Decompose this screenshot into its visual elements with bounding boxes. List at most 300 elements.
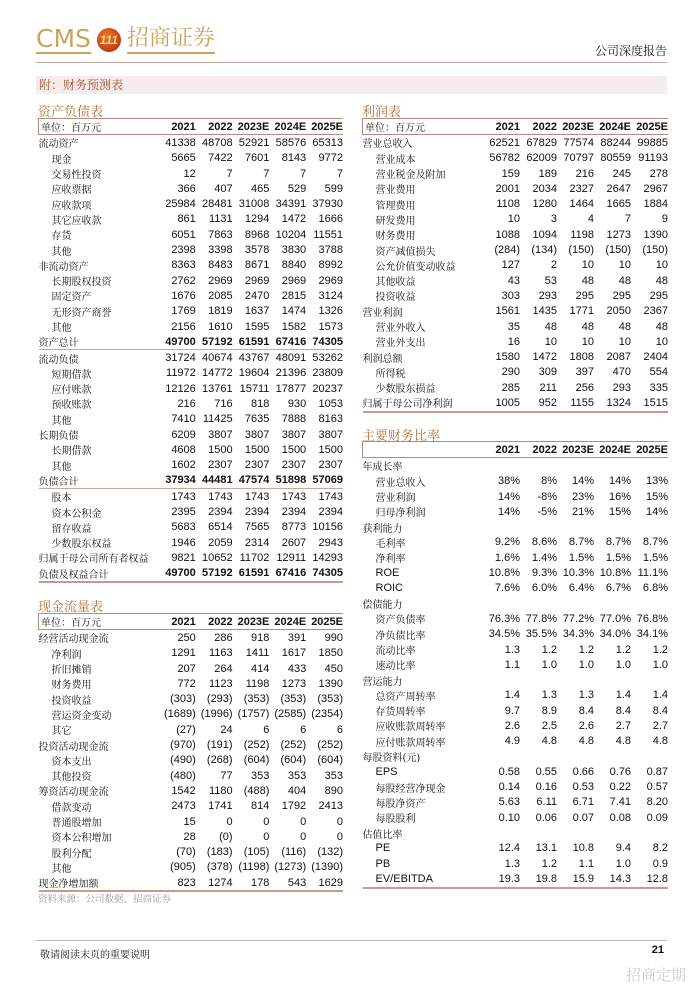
cell-value: 7.41: [609, 796, 631, 809]
cell-value: 9821: [171, 551, 196, 564]
table-row: [39, 350, 344, 366]
cell-value: 1515: [631, 395, 668, 411]
cell-value: 19.3: [483, 871, 520, 887]
cell-value: 3124: [318, 289, 343, 302]
cell-value: 28481: [202, 198, 233, 211]
year-header: 2023E: [557, 119, 594, 135]
cell-value: 6.71: [572, 796, 594, 809]
cell-value: 14%: [608, 475, 631, 488]
cell-value: 7410: [171, 413, 196, 426]
cell-value: 5683: [171, 521, 196, 534]
cell-value: 5.63: [498, 796, 520, 809]
cell-value: 1.2: [541, 857, 557, 870]
cell-value: 11972: [166, 367, 196, 380]
row-label: 归母净利润: [375, 508, 426, 520]
cell-value: 1741: [208, 800, 233, 813]
cell-value: (2585): [274, 708, 307, 721]
table-row: [39, 304, 344, 319]
cell-value: 1.5%: [605, 551, 631, 564]
cell-value: 6.8%: [642, 582, 668, 595]
table-row: [39, 151, 344, 166]
unit-label: 单位：百万元: [363, 119, 484, 135]
cell-value: (183): [206, 846, 233, 859]
row-label: 折旧摊销: [51, 665, 92, 677]
cell-value: 88244: [600, 136, 631, 149]
cell-value: 7601: [244, 152, 270, 165]
cell-value: 10: [655, 335, 668, 348]
cell-value: (150): [568, 244, 594, 257]
cell-value: 15711: [239, 382, 270, 395]
row-label: 财务费用: [375, 231, 416, 243]
cell-value: 1500: [318, 443, 343, 456]
row-label: 净利润: [51, 649, 82, 661]
cell-value: 41338: [165, 136, 196, 149]
table-header-row: [39, 119, 344, 135]
table-row: [39, 258, 344, 273]
cell-value: 8.4: [652, 704, 668, 717]
cell-value: 16: [507, 335, 520, 348]
cell-value: 1819: [208, 305, 233, 318]
cell-value: 250: [177, 631, 196, 644]
row-label: 预收账款: [51, 400, 92, 412]
year-header: 2021: [483, 442, 520, 458]
row-label: 营业费用: [375, 185, 416, 197]
table-row: [39, 875, 344, 891]
table-row: [363, 841, 669, 856]
cell-value: 1.3: [504, 857, 520, 870]
cell-value: 4.8: [615, 735, 631, 748]
cell-value: 8.4: [615, 704, 631, 717]
row-label: 经营活动现金流: [38, 634, 109, 646]
cell-value: 2969: [318, 274, 343, 287]
cell-value: 278: [649, 167, 668, 180]
table-row: [39, 860, 344, 875]
cell-value: [483, 458, 520, 474]
footer-note: 敬请阅读末页的重要说明: [40, 950, 150, 961]
table-row: [363, 856, 669, 871]
year-header: 2025E: [306, 119, 343, 135]
cell-value: 2307: [208, 459, 233, 472]
cell-value: [520, 825, 557, 840]
row-label: 投资收益: [51, 695, 92, 707]
cell-value: 0.10: [498, 811, 520, 824]
cell-value: 48: [655, 274, 668, 287]
cell-value: 7422: [208, 152, 233, 165]
cell-value: 51898: [275, 474, 307, 487]
cell-value: 4.8: [578, 735, 594, 748]
row-label: 短期借款: [51, 369, 92, 381]
table-row: [363, 764, 669, 779]
cell-value: 1629: [306, 875, 343, 891]
cell-value: 0: [226, 815, 233, 828]
row-label: 股本: [39, 489, 160, 505]
row-label: 固定资产: [51, 292, 92, 304]
cell-value: (2354): [311, 708, 343, 721]
cell-value: 19.8: [520, 871, 557, 887]
cell-value: 2398: [171, 244, 196, 257]
cell-value: 207: [177, 662, 196, 675]
cell-value: 24: [220, 723, 233, 736]
cell-value: (1390): [311, 861, 343, 874]
year-header: 2023E: [233, 119, 270, 135]
table-row: [39, 135, 344, 151]
cash-flow-title: 现金流量表: [38, 600, 104, 615]
row-label: 财务费用: [51, 680, 92, 692]
cell-value: 2307: [318, 459, 343, 472]
cell-value: 178: [233, 875, 270, 891]
cell-value: 1131: [208, 213, 233, 226]
row-label: 营业外支出: [375, 338, 426, 350]
cell-value: 189: [538, 167, 557, 180]
cell-value: (284): [494, 244, 520, 257]
cell-value: 0.57: [646, 781, 668, 794]
table-row: [39, 829, 344, 844]
year-header: 2024E: [269, 119, 306, 135]
cell-value: 77.2%: [562, 612, 594, 625]
cell-value: 7: [226, 167, 233, 180]
year-header: 2025E: [631, 442, 668, 458]
unit-label: 单位：百万元: [39, 119, 160, 135]
cell-value: 2943: [318, 536, 343, 549]
cell-value: 8.9: [541, 704, 557, 717]
table-row: [363, 212, 669, 227]
cell-value: 74305: [312, 335, 343, 348]
cell-value: 245: [612, 167, 631, 180]
table-row: [363, 258, 669, 273]
row-label: 少数股东权益: [51, 539, 112, 551]
cell-value: (252): [243, 739, 270, 752]
cell-value: 13.1: [535, 842, 557, 855]
cell-value: 8.7%: [642, 536, 668, 549]
cell-value: 2085: [208, 289, 233, 302]
cell-value: 15%: [645, 490, 668, 503]
cell-value: 127: [501, 259, 520, 272]
cell-value: 3807: [208, 428, 233, 441]
year-header: 2023E: [233, 614, 270, 630]
row-label: 普通股增加: [51, 818, 102, 829]
row-label: 其他: [51, 863, 72, 875]
watermark: 招商定期: [625, 966, 686, 984]
cell-value: 1.0: [578, 658, 594, 671]
cell-value: 8992: [318, 259, 343, 272]
table-row: [363, 273, 669, 288]
cell-value: 1676: [171, 289, 196, 302]
cell-value: (353): [280, 693, 307, 706]
cell-value: 1580: [495, 351, 520, 364]
cell-value: 1884: [643, 198, 668, 211]
cell-value: 10: [581, 335, 594, 348]
cell-value: 1.0: [541, 658, 557, 671]
cell-value: 0: [336, 830, 343, 843]
cell-value: 34.3%: [562, 628, 594, 641]
cell-value: 1390: [643, 228, 668, 241]
cell-value: 14.3: [594, 871, 631, 887]
table-row: [363, 611, 669, 626]
table-row: [363, 657, 669, 672]
cell-value: 12: [183, 167, 196, 180]
cell-value: 6: [263, 723, 270, 736]
year-header: 2024E: [594, 442, 631, 458]
table-row: [39, 520, 344, 535]
table-row: [363, 825, 669, 840]
cell-value: (488): [243, 784, 270, 797]
cell-value: 1280: [532, 198, 557, 211]
cell-value: 13761: [202, 382, 233, 395]
cell-value: 2327: [569, 182, 594, 195]
cell-value: 2647: [606, 182, 631, 195]
cell-value: 3830: [281, 244, 307, 257]
cell-value: 303: [501, 289, 520, 302]
cell-value: 353: [324, 769, 343, 782]
cell-value: 34.1%: [636, 628, 668, 641]
cell-value: 35.5%: [525, 628, 557, 641]
cell-value: 2395: [171, 506, 196, 519]
row-label: 营业税金及附加: [375, 170, 446, 182]
cell-value: 1610: [208, 320, 233, 333]
cell-value: 1637: [244, 305, 270, 318]
cell-value: [483, 749, 520, 764]
row-label: 其它应收款: [51, 215, 102, 227]
cell-value: 0.87: [646, 765, 668, 778]
cell-value: 0.55: [535, 765, 557, 778]
cell-value: 861: [177, 213, 196, 226]
table-row: [363, 166, 669, 181]
table-row: [39, 722, 344, 737]
cell-value: 28: [183, 830, 196, 843]
cell-value: [557, 749, 594, 764]
cell-value: 0: [263, 830, 270, 843]
cell-value: (353): [243, 693, 270, 706]
cell-value: 62521: [489, 136, 520, 149]
table-row: [363, 365, 669, 380]
cell-value: 159: [501, 167, 520, 180]
row-label: 每股经营净现金: [375, 783, 446, 795]
cell-value: 2.7: [652, 719, 668, 732]
cell-value: 21396: [275, 367, 307, 380]
cell-value: 11425: [202, 413, 233, 426]
cell-value: 1390: [318, 677, 343, 690]
cell-value: 366: [177, 182, 196, 195]
cell-value: 49700: [159, 566, 196, 582]
cell-value: 6209: [171, 428, 196, 441]
cell-value: 8840: [281, 259, 307, 272]
cell-value: 1.5%: [642, 551, 668, 564]
cell-value: 9.4: [615, 842, 631, 855]
row-label: 获利能力: [362, 523, 403, 535]
table-row: [363, 565, 669, 580]
cell-value: 930: [287, 397, 307, 410]
cell-value: 76.3%: [488, 612, 520, 625]
cell-value: 2470: [244, 289, 270, 302]
row-label: 其它: [51, 726, 72, 738]
cell-value: 48: [618, 320, 631, 333]
table-row: [39, 427, 344, 442]
cell-value: 99885: [637, 136, 668, 149]
table-row: [363, 718, 669, 733]
cell-value: [520, 596, 557, 611]
table-row: [363, 688, 669, 703]
cell-value: 77574: [563, 136, 594, 149]
cell-value: 818: [251, 397, 270, 410]
cell-value: 12.8: [631, 871, 668, 887]
year-header: 2022: [520, 442, 557, 458]
unit-label: [363, 442, 484, 458]
cell-value: [631, 825, 668, 840]
cell-value: 1500: [244, 443, 270, 456]
row-label: ROE: [375, 567, 400, 580]
ratios-table: [362, 441, 668, 889]
cell-value: 2394: [208, 506, 233, 519]
year-header: 2024E: [594, 119, 631, 135]
cell-value: 12.4: [498, 842, 520, 855]
cell-value: [594, 749, 631, 764]
year-header: 2022: [196, 614, 233, 630]
cell-value: 2762: [171, 274, 196, 287]
cell-value: 7: [624, 213, 631, 226]
cell-value: 772: [177, 677, 196, 690]
cell-value: 2087: [606, 351, 631, 364]
cell-value: 9.3%: [531, 567, 557, 580]
cell-value: 2607: [281, 536, 307, 549]
table-row: [363, 795, 669, 810]
cell-value: 6.0%: [531, 582, 557, 595]
row-label: 流动负债: [39, 350, 160, 366]
cell-value: 57192: [202, 335, 233, 348]
cell-value: 1573: [318, 320, 343, 333]
row-label: 应付账款: [51, 385, 92, 397]
cell-value: (490): [170, 754, 196, 767]
cell-value: 8143: [281, 152, 307, 165]
table-row: [39, 319, 344, 334]
row-label: 长期借款: [51, 446, 92, 458]
cell-value: 1666: [318, 213, 343, 226]
cell-value: 3788: [318, 244, 343, 257]
year-header: 2022: [520, 119, 557, 135]
cell-value: 2001: [495, 182, 520, 195]
logo: [36, 26, 215, 54]
row-label: 利润总额: [362, 353, 403, 365]
cell-value: 1435: [532, 305, 557, 318]
cell-value: 1.6%: [494, 551, 520, 564]
cell-value: 4.8: [652, 735, 668, 748]
cell-value: 6514: [208, 521, 233, 534]
cell-value: 35: [507, 320, 520, 333]
cell-value: (604): [243, 754, 270, 767]
cell-value: 716: [214, 397, 233, 410]
cell-value: 77: [220, 769, 233, 782]
cell-value: 2969: [208, 274, 233, 287]
cell-value: 918: [251, 631, 270, 644]
cell-value: 61591: [238, 335, 270, 348]
cell-value: 529: [287, 182, 307, 195]
cell-value: 8.2: [652, 842, 668, 855]
cell-value: (1198): [238, 861, 270, 874]
cell-value: 8773: [281, 521, 307, 534]
cell-value: 6051: [171, 228, 196, 241]
cell-value: 8483: [208, 259, 233, 272]
cell-value: 2307: [244, 459, 270, 472]
cell-value: (252): [317, 739, 343, 752]
row-label: 流动资产: [38, 139, 79, 151]
row-label: 归属于母公司净利润: [363, 395, 484, 411]
cell-value: 1617: [281, 647, 307, 660]
row-label: 偿债能力: [362, 600, 403, 612]
year-header: 2024E: [269, 614, 306, 630]
cell-value: 53262: [306, 350, 343, 366]
cell-value: 1.1: [578, 857, 594, 870]
year-header: 2021: [483, 119, 520, 135]
table-row: [39, 550, 344, 565]
cell-value: 450: [324, 662, 343, 675]
cell-value: [594, 458, 631, 474]
cell-value: 1472: [532, 351, 557, 364]
table-row: [39, 753, 344, 768]
table-row: [363, 749, 669, 764]
table-row: [363, 319, 669, 334]
cell-value: 1.0: [615, 658, 631, 671]
cell-value: 8671: [244, 259, 270, 272]
logo-latin: CMS: [36, 24, 91, 53]
appendix-title: 附：财务预测表: [36, 76, 667, 94]
cell-value: 1198: [245, 677, 270, 690]
cell-value: 1198: [570, 228, 594, 241]
cell-value: 17877: [275, 382, 307, 395]
row-label: 无形资产商誉: [51, 307, 112, 319]
cell-value: 2969: [281, 274, 307, 287]
cell-value: [483, 672, 520, 687]
cell-value: 2156: [171, 320, 196, 333]
row-label: 资产减值损失: [375, 246, 436, 258]
table-row: [39, 489, 344, 505]
cell-value: [594, 825, 631, 840]
cell-value: 10.8%: [488, 567, 520, 580]
cell-value: 34.0%: [599, 628, 631, 641]
cash-flow-table: [38, 613, 343, 892]
cell-value: 1108: [496, 198, 520, 211]
cell-value: 7635: [244, 413, 270, 426]
income-statement-title: 利润表: [362, 105, 402, 120]
cell-value: 407: [214, 182, 233, 195]
cell-value: [483, 519, 520, 534]
cell-value: 23809: [312, 367, 343, 380]
row-label: 营业总收入: [375, 477, 426, 489]
cell-value: 1743: [233, 489, 270, 505]
cell-value: 1.2: [578, 643, 594, 656]
cell-value: 1743: [159, 489, 196, 505]
cell-value: [557, 672, 594, 687]
cell-value: 67416: [275, 335, 307, 348]
cell-value: [594, 596, 631, 611]
row-label: 其他: [51, 323, 72, 334]
cell-value: 0.66: [572, 765, 594, 778]
cell-value: 10652: [202, 551, 233, 564]
row-label: 留存收益: [51, 523, 92, 535]
row-label: 应收票据: [51, 185, 92, 197]
cell-value: 2.6: [504, 719, 520, 732]
cell-value: 0: [336, 815, 343, 828]
row-label: EV/EBITDA: [363, 871, 484, 887]
cell-value: 2394: [281, 506, 307, 519]
cell-value: 211: [539, 381, 557, 394]
row-label: 营业成本: [375, 154, 416, 166]
cell-value: 14%: [571, 475, 594, 488]
cell-value: 16%: [608, 490, 631, 503]
cell-value: 1.3: [541, 689, 557, 702]
cell-value: 9772: [318, 152, 343, 165]
cell-value: (353): [317, 693, 343, 706]
cell-value: 353: [251, 769, 270, 782]
cell-value: 25984: [165, 198, 196, 211]
